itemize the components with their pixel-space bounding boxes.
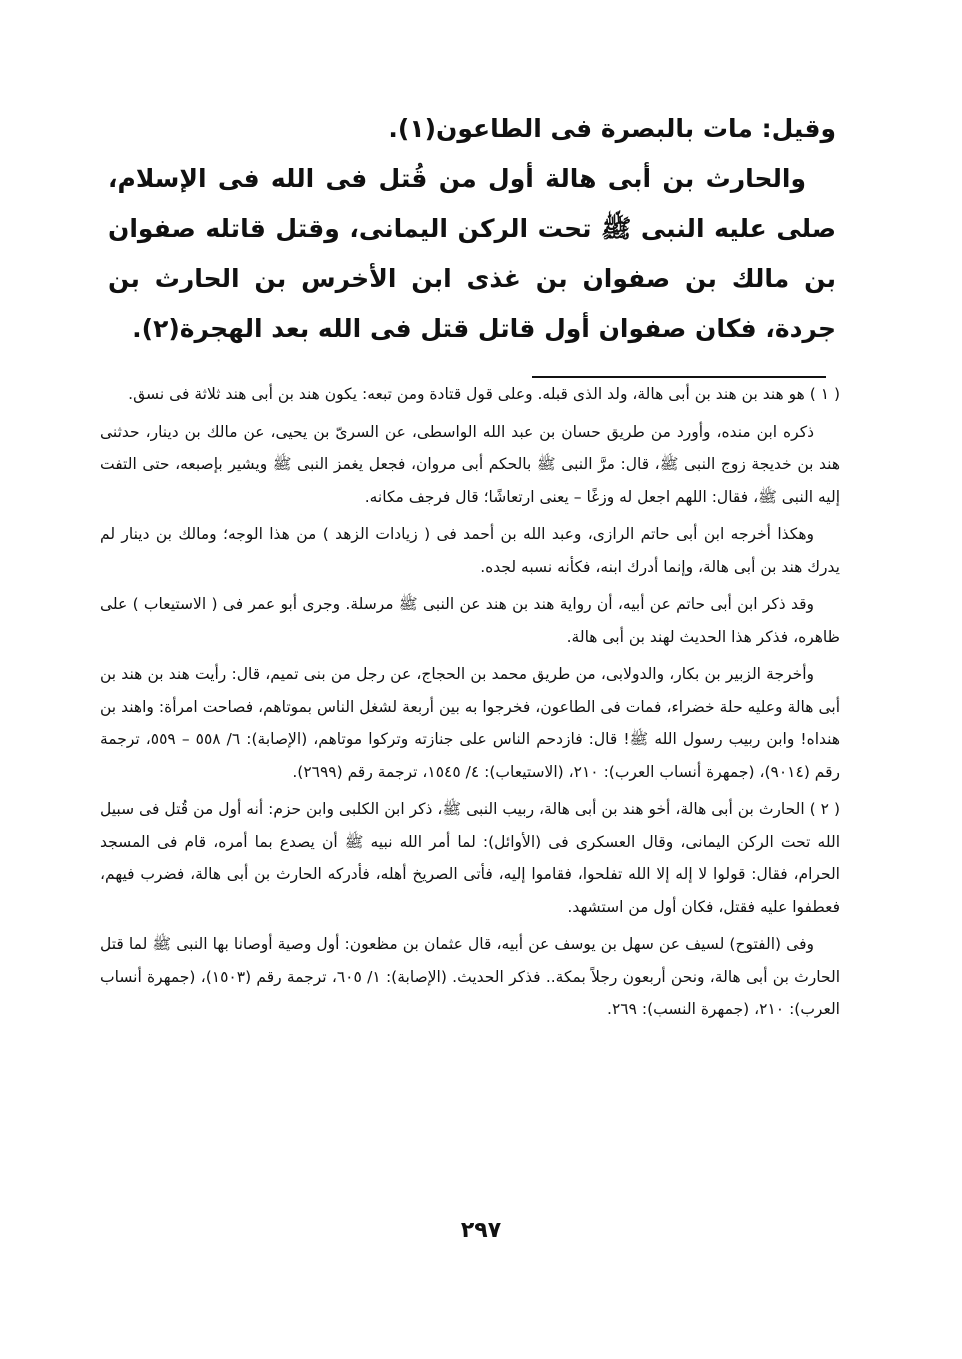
footnote-1: ( ١ ) هو هند بن هند بن أبى هالة، ولد الذى قبله. وعلى قول قتادة ومن تبعه: يكون هند بن أبى هند ثلاثة فى نسق.	[128, 385, 840, 403]
main-paragraph-1: وقيل: مات بالبصرة فى الطاعون(١).	[388, 114, 836, 143]
main-text	[108, 104, 836, 354]
footnote-1-paragraph-2: ذكره ابن منده، وأورد من طريق حسان بن عبد الله الواسطى، عن السرىّ بن يحيى، عن مالك بن دينار، حدثنى هند بن خديجة زوج النبى ﷺ، قال: مرَّ النبى ﷺ بالحكم أبى مروان، فجعل يغمز النبى ﷺ ويشير بإصبعه، حتى التفت إليه النبى ﷺ، فقال: اللهم اجعل له وزغًا – يعنى ارتعاشًا؛ قال فرجف مكانه.	[100, 422, 840, 506]
footnotes	[100, 378, 840, 1031]
footnote-1-paragraph-5: وأخرجة الزبير بن بكار، والدولابى، من طريق محمد بن الحجاج، عن رجل من بنى تميم، قال: رأيت هند بن هند بن أبى هالة وعليه حلة خضراء، فمات فى الطاعون، فخرجوا به بين أربعة لشغل الناس بموتاهم، فصاحت امرأة: واهند بن هنداه! وابن ربيب رسول الله ﷺ! قال: فازدحم الناس على جنازته وتركوا موتاهم، (الإصابة): ٦/ ٥٥٨ – ٥٥٩، ترجمة رقم (٩٠١٤)، (جمهرة أنساب العرب): ٢١٠، (الاستيعاب): ٤/ ١٥٤٥، ترجمة رقم (٢٦٩٩).	[100, 665, 840, 781]
page-number: ٢٩٧	[460, 1218, 502, 1243]
footnote-2-paragraph-2: وفى (الفتوح) لسيف عن سهل بن يوسف عن أبيه، قال عثمان بن مظعون: أول وصية أوصانا بها النبى ﷺ لما قتل الحارث بن أبى هالة، ونحن أربعون رجلاً بمكة.. فذكر الحديث. (الإصابة): ١/ ٦٠٥، ترجمة رقم (١٥٠٣)، (جمهرة أنساب العرب): ٢١٠، (جمهرة النسب): ٢٦٩.	[100, 935, 840, 1018]
footnote-1-paragraph-4: وقد ذكر ابن أبى حاتم عن أبيه، أن رواية هند بن هند عن النبى ﷺ مرسلة. وجرى أبو عمر فى ( الاستيعاب ) على ظاهره، فذكر هذا الحديث لهند بن أبى هالة.	[100, 595, 840, 646]
main-paragraph-2: والحارث بن أبى هالة أول من قُتل فى الله فى الإسلام، صلى عليه النبى ﷺ تحت الركن اليمانى، وقتل قاتله صفوان بن مالك بن صفوان بن غذى ابن الأخرس بن الحارث بن جردة، فكان صفوان أول قاتل قتل فى الله بعد الهجرة(٢).	[108, 164, 836, 343]
footnote-1-paragraph-3: وهكذا أخرجه ابن أبى حاتم الرازى، وعبد الله بن أحمد فى ( زيادات الزهد ) من هذا الوجه؛ ومالك بن دينار لم يدرك هند بن أبى هالة، وإنما أدرك ابنه، فكأنه نسبه لجده.	[100, 525, 840, 576]
footnote-2: ( ٢ ) الحارث بن أبى هالة، أخو هند بن أبى هالة، ربيب النبى ﷺ، ذكر ابن الكلبى وابن حزم: أنه أول من قُتل فى سبيل الله تحت الركن اليمانى، وقال العسكرى فى (الأوائل): لما أمر الله نبيه ﷺ أن يصدع بما أمره، قام فى المسجد الحرام، فقال: قولوا لا إله إلا الله تفلحوا، فقاموا إليه، فأتى الصريخ أهله، فأدركه الحارث بن أبى هالة، فضرب فيهم، فعطفوا عليه فقتل، فكان أول من استشهد.	[100, 800, 840, 916]
